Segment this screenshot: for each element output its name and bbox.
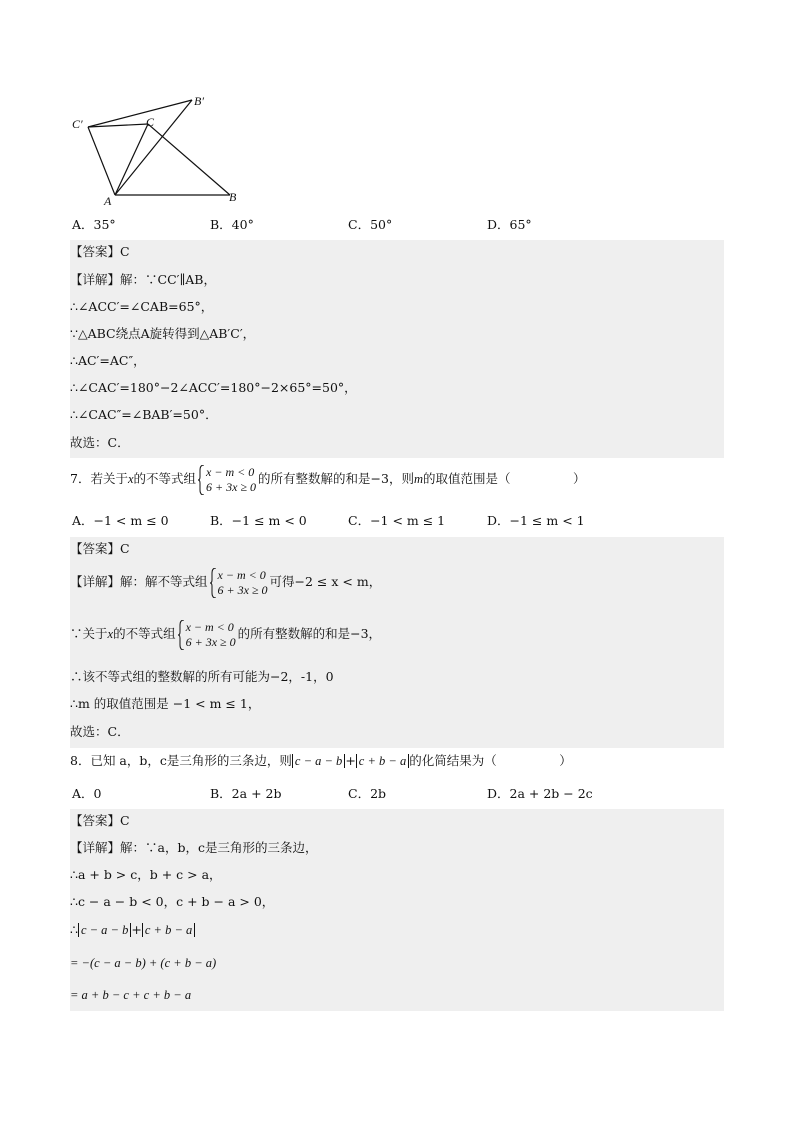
q7-stem-mid: 的不等式组 [133,471,197,486]
q7-detail-post: 可得−2 ≤ x < m， [269,574,382,589]
q7-detail-sys-row-1: x − m < 0 [217,567,266,582]
q7-stem-m: m [413,472,424,486]
q8-plus: + [345,753,356,768]
q6-line-6: ∴∠CAC″=∠BAB′=50°． [70,407,218,422]
q8-line4-plus: + [131,922,142,937]
q7-line2-sys-row-2: 6 + 3x ≥ 0 [185,634,236,649]
q6-option-d: D．65° [487,217,532,232]
q8-line-4 [70,921,195,939]
q8-stem-post: 的化简结果为（ ） [409,753,572,768]
q7-line2-sys-row-1: x − m < 0 [185,619,234,634]
q6-line-1: 【详解】解：∵CC′∥AB， [70,272,216,287]
q6-line-4: ∴AC′=AC″， [70,353,146,368]
q7-answer: 【答案】C [70,541,130,556]
brace-icon [178,620,184,650]
q8-line-5: = −(c − a − b) + (c + b − a) [70,956,217,970]
q7-line2-pre: ∵关于 [70,626,108,641]
q7-stem-pre: 7．若关于 [70,471,128,486]
label-b: B [229,190,237,204]
q6-line-5: ∴∠CAC′=180°−2∠ACC′=180°−2×65°=50°， [70,380,357,395]
label-c-prime: C′ [72,117,83,131]
q7-line2-post: 的所有整数解的和是−3， [237,626,382,641]
q8-abs-1: c − a − b [292,754,345,768]
q6-answer: 【答案】C [70,244,130,259]
label-a: A [104,194,112,208]
q6-line-2: ∴∠ACC′=∠CAB=65°， [70,299,214,314]
brace-icon [198,465,204,495]
q8-answer: 【答案】C [70,813,130,828]
q6-option-a: A．35° [72,217,116,232]
q8-line4-abs-2: c + b − a [142,923,195,937]
q7-sys-row-1: x − m < 0 [206,464,255,479]
q7-detail-2 [70,617,381,651]
label-c: C [146,115,155,129]
q8-line-1: 【详解】解：∵a，b，c是三角形的三条边， [70,840,318,855]
q7-inequality-system [198,465,256,495]
q7-detail-1 [70,565,381,599]
q7-stem-post: 的所有整数解的和是−3，则 [258,471,414,486]
q8-option-a: A．0 [72,786,102,801]
q7-stem-end: 的取值范围是（ ） [423,471,586,486]
q8-line4-pre: ∴ [70,922,78,937]
q7-option-c: C．−1 < m ≤ 1 [348,513,446,528]
q7-line2-var: x [107,627,114,641]
q7-stem [70,462,586,496]
q7-detail-sys-row-2: 6 + 3x ≥ 0 [217,582,268,597]
q6-line-3: ∵△ABC绕点A旋转得到△AB′C′， [70,326,256,341]
q8-stem [70,752,572,770]
q6-line-7: 故选：C． [70,435,130,450]
q8-option-b: B．2a + 2b [210,786,282,801]
q6-option-b: B．40° [210,217,254,232]
q8-stem-pre: 8．已知 a，b，c是三角形的三条边，则 [70,753,292,768]
q8-line-2: ∴a + b > c，b + c > a， [70,867,222,882]
q7-option-b: B．−1 ≤ m < 0 [210,513,307,528]
q8-option-c: C．2b [348,786,387,801]
q7-line2-system [178,620,236,650]
q7-sys-row-2: 6 + 3x ≥ 0 [206,479,257,494]
q7-option-a: A．−1 < m ≤ 0 [72,513,169,528]
label-b-prime: B′ [194,94,204,108]
q7-detail-pre: 【详解】解：解不等式组 [70,574,208,589]
q6-option-c: C．50° [348,217,393,232]
q8-option-d: D．2a + 2b − 2c [487,786,593,801]
q7-detail-4: ∴m 的取值范围是 −1 < m ≤ 1， [70,696,261,711]
q7-detail-system [210,568,268,598]
q8-line-3: ∴c − a − b < 0，c + b − a > 0， [70,894,275,909]
q8-line-6: = a + b − c + c + b − a [70,988,192,1002]
geometry-figure [68,92,248,210]
q8-abs-2: c + b − a [356,754,409,768]
q7-option-d: D．−1 ≤ m < 1 [487,513,585,528]
q7-detail-3: ∴该不等式组的整数解的所有可能为−2，-1，0 [70,669,334,684]
q8-line4-abs-1: c − a − b [78,923,131,937]
q7-line2-mid: 的不等式组 [113,626,176,641]
q7-stem-var: x [127,472,134,486]
brace-icon [210,568,216,598]
q7-detail-5: 故选：C． [70,724,130,739]
